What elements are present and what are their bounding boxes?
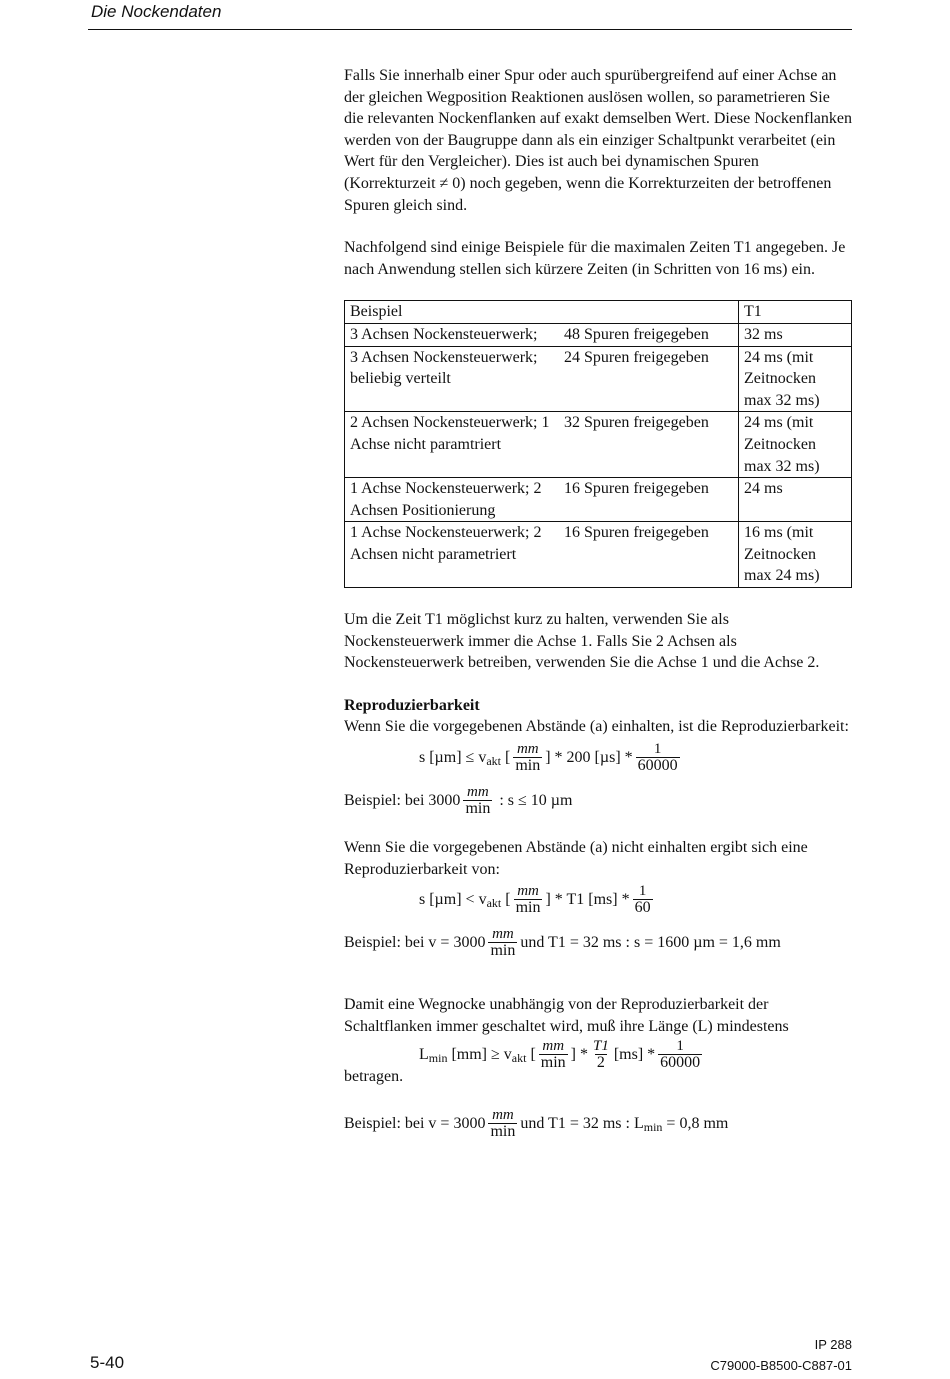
formula-lhs: s [µm] ≤ v [419,748,487,766]
example-text: Beispiel: bei 3000 [344,791,461,809]
formula-subscript: akt [486,753,501,768]
table-header-row [345,301,852,324]
fraction-numerator: 1 [653,741,662,758]
example-2 [344,927,852,958]
table-row [345,522,852,588]
example-subscript: min [643,1119,663,1134]
fraction-denominator: 60000 [660,1054,701,1072]
bracket-close: ] [545,890,551,908]
example-result: : s ≤ 10 µm [499,791,573,809]
fraction-one-over-60000 [658,1039,702,1070]
fraction-denominator: min [490,1123,516,1140]
formula-reproducibility-1 [344,742,852,773]
fraction-denominator: min [540,1054,566,1072]
table-row [345,346,852,412]
formula-operator: * [580,1046,588,1064]
example-result: und T1 = 32 ms : L [520,1114,644,1132]
fraction-denominator: 60000 [637,757,678,775]
paragraph-examples-intro: Nachfolgend sind einige Beispiele für die maximalen Zeiten T1 angegeben. Je nach Anwendung stellen sich kürzere Zeiten (in Schritten von 16 ms) ein. [344,239,846,278]
example-1 [344,785,852,816]
formula-lhs-rest: [mm] ≥ v [451,1046,512,1064]
fraction-numerator: mm [542,1038,565,1055]
table-cell-time: 32 ms [739,323,852,346]
fraction-denominator: min [490,942,516,960]
formula-lhs: L [419,1046,429,1064]
page-header-title: Die Nockendaten [91,2,222,21]
page-number: 5-40 [90,1353,125,1372]
fraction-mm-per-min [463,785,492,816]
table-header-example: Beispiel [345,301,739,324]
fraction-numerator: T1 [593,1038,609,1055]
reproducibility-intro-2: Wenn Sie die vorgegebenen Abstände (a) nicht einhalten ergibt sich eine Reproduzierbarkeit von: [344,839,808,878]
formula-subscript: akt [511,1051,527,1066]
bracket-close: ] [545,748,551,766]
fraction-mm-per-min [488,1108,517,1139]
formula-middle: * T1 [ms] * [554,890,630,908]
bracket-open: [ [505,748,511,766]
table-cell-time: 24 ms (mit Zeitnocken max 32 ms) [739,412,852,478]
fraction-numerator: 1 [638,883,647,900]
main-content [344,65,852,1139]
formula-lhs: s [µm] < v [419,890,487,908]
bracket-close: ] [570,1046,576,1064]
example-result: und T1 = 32 ms : s = 1600 µm = 1,6 mm [520,933,781,951]
table-cell-tracks: 48 Spuren freigegeben [564,323,739,346]
table-row [345,412,852,478]
table-cell-tracks: 16 Spuren freigegeben [564,522,739,588]
bracket-open: [ [505,890,511,908]
section-heading-reproducibility: Reproduzierbarkeit [344,696,480,714]
fraction-denominator: min [465,800,491,818]
fraction-numerator: 1 [676,1038,684,1055]
fraction-numerator: mm [516,741,539,758]
fraction-mm-per-min [488,927,517,958]
fraction-denominator: 60 [634,899,651,917]
order-number: C79000-B8500-C887-01 [710,1358,852,1373]
table-cell-time: 16 ms (mit Zeitnocken max 24 ms) [739,522,852,588]
table-cell-tracks: 32 Spuren freigegeben [564,412,739,478]
table-cell-config: 1 Achse Nockensteuerwerk; 2 Achsen Positionierung [345,478,565,522]
table-cell-time: 24 ms [739,478,852,522]
fraction-numerator: mm [517,883,539,900]
table-cell-time: 24 ms (mit Zeitnocken max 32 ms) [739,346,852,412]
example-text: Beispiel: bei v = 3000 [344,933,486,951]
fraction-mm-per-min [513,742,542,773]
reproducibility-intro-1: Wenn Sie die vorgegebenen Abstände (a) einhalten, ist die Reproduzierbarkeit: [344,718,849,736]
table-cell-tracks: 24 Spuren freigegeben [564,346,739,412]
paragraph-short-t1: Um die Zeit T1 möglichst kurz zu halten, verwenden Sie als Nockensteuerwerk immer die Achse 1. Falls Sie 2 Achsen als Nockensteuerwerk betreiben, verwenden Sie die Achse 1 und die Achse 2. [344,611,820,672]
examples-table [344,300,852,588]
minimum-length-after: betragen. [344,1068,404,1086]
table-cell-tracks: 16 Spuren freigegeben [564,478,739,522]
table-cell-config: 1 Achse Nockensteuerwerk; 2 Achsen nicht parametriert [345,522,565,588]
fraction-t1-over-2 [591,1039,611,1070]
fraction-denominator: min [515,757,541,775]
table-row [345,323,852,346]
example-result-end: = 0,8 mm [666,1114,729,1132]
bracket-open: [ [530,1046,536,1064]
fraction-denominator: 2 [596,1054,605,1072]
formula-reproducibility-2 [344,884,852,915]
table-cell-config: 2 Achsen Nockensteuerwerk; 1 Achse nicht paramtriert [345,412,565,478]
fraction-numerator: mm [492,926,514,943]
formula-subscript: min [428,1051,448,1066]
formula-middle: * 200 [µs] * [554,748,633,766]
example-3 [344,1108,852,1139]
minimum-length-intro: Damit eine Wegnocke unabhängig von der Reproduzierbarkeit der Schaltflanken immer geschaltet wird, muß ihre Länge (L) mindestens [344,996,789,1035]
header-rule [88,29,852,30]
product-name: IP 288 [814,1337,852,1352]
table-cell-config: 3 Achsen Nockensteuerwerk; beliebig verteilt [345,346,565,412]
fraction-denominator: min [515,899,541,917]
paragraph-identical-cam-edges: Falls Sie innerhalb einer Spur oder auch spurübergreifend auf einer Achse an der gleichen Wegposition Reaktionen auslösen wollen, so parametrieren Sie die relevanten Nockenflanken auf exakt demselben Wert. Diese Nockenflanken werden von der Baugruppe dann als ein einziger Schaltpunkt verarbeitet (ein Wert für den Vergleicher). Dies ist auch bei dynamischen Spuren (Korrekturzeit ≠ 0) noch gegeben, wenn die Korrekturzeiten der betroffenen Spuren gleich sind. [344,67,852,214]
fraction-mm-per-min [514,884,543,915]
fraction-numerator: mm [467,784,489,801]
table-cell-config: 3 Achsen Nockensteuerwerk; [345,323,565,346]
example-text: Beispiel: bei v = 3000 [344,1114,486,1132]
formula-middle: [ms] * [613,1046,656,1064]
fraction-one-over-60000 [636,742,680,773]
table-header-t1: T1 [739,301,852,324]
fraction-one-over-60 [633,884,653,915]
formula-subscript: akt [486,895,502,910]
table-row [345,478,852,522]
fraction-numerator: mm [492,1107,514,1123]
fraction-mm-per-min [539,1039,568,1070]
